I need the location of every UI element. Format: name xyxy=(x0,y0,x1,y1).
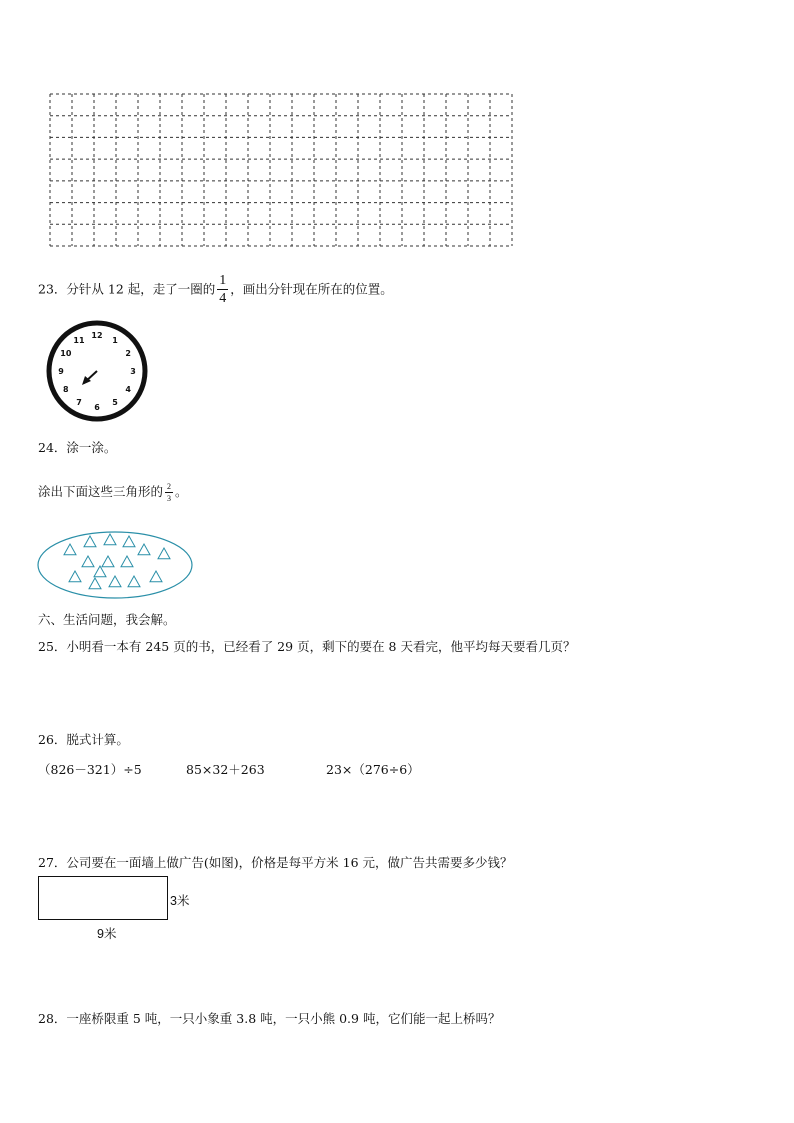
question-number: 26． xyxy=(38,732,67,747)
width-label: 9米 xyxy=(97,927,117,941)
clock-number: 7 xyxy=(76,398,82,408)
question-text: 公司要在一面墙上做广告(如图)，价格是每平方米 16 元，做广告共需要多少钱？ xyxy=(66,855,513,870)
triangle-shape xyxy=(82,556,94,567)
question-text-cont: ，画出分针现在所在的位置。 xyxy=(230,281,393,297)
clock-number: 11 xyxy=(73,335,85,345)
question-24 xyxy=(38,438,116,456)
question-25 xyxy=(38,637,575,655)
clock-number: 6 xyxy=(94,403,100,412)
question-number: 23． xyxy=(38,281,67,297)
dashed-writing-grid xyxy=(48,92,516,250)
question-text: 一座桥限重 5 吨，一只小象重 3.8 吨，一只小熊 0.9 吨，它们能一起上桥吗？ xyxy=(66,1011,501,1026)
clock-number: 1 xyxy=(112,335,118,345)
fraction-one-quarter: $\frac{1}{4}$ xyxy=(219,273,227,306)
clock-number: 3 xyxy=(130,367,136,376)
question-26 xyxy=(38,730,129,748)
calc-expression-2: 85×32＋263 xyxy=(186,762,265,777)
fraction-two-thirds: $\frac{2}{3}$ xyxy=(167,481,172,503)
calc-expression-3: 23×（276÷6） xyxy=(326,762,420,777)
triangle-shape xyxy=(64,544,76,555)
clock-number: 9 xyxy=(58,367,64,376)
triangle-shape xyxy=(121,556,133,567)
question-23 xyxy=(38,274,393,306)
calc-expression-1: （826－321）÷5 xyxy=(38,762,142,777)
question-text: 小明看一本有 245 页的书，已经看了 29 页，剩下的要在 8 天看完，他平均每天要看几页？ xyxy=(66,639,576,654)
question-number: 25． xyxy=(38,639,67,654)
clock-face xyxy=(44,318,150,424)
question-28 xyxy=(38,1009,500,1027)
triangle-shape xyxy=(128,576,140,587)
height-label: 3米 xyxy=(170,894,190,908)
question-number: 27． xyxy=(38,855,67,870)
clock-number: 4 xyxy=(125,385,131,394)
question-24-instruction: 涂出下面这些三角形的 $\frac{2}{3}$ 。 xyxy=(38,481,188,503)
question-number: 28． xyxy=(38,1011,67,1026)
question-27 xyxy=(38,853,513,871)
clock-number: 12 xyxy=(91,331,103,340)
triangle-shape xyxy=(102,556,114,567)
question-text: 分针从 12 起，走了一圈的 xyxy=(66,281,216,297)
triangle-shape xyxy=(104,534,116,545)
triangle-shape xyxy=(158,548,170,559)
triangle-shape xyxy=(138,544,150,555)
clock-number: 5 xyxy=(112,398,118,408)
triangle-shape xyxy=(109,576,121,587)
question-number: 24． xyxy=(38,440,67,455)
triangle-shape xyxy=(150,571,162,582)
triangle-ellipse xyxy=(36,528,196,602)
clock-number: 10 xyxy=(60,349,72,358)
triangle-shape xyxy=(94,566,106,577)
section-title: 六、生活问题，我会解。 xyxy=(38,612,176,627)
triangle-shape xyxy=(69,571,81,582)
question-title: 涂一涂。 xyxy=(66,440,117,455)
question-title: 脱式计算。 xyxy=(66,732,129,747)
ellipse-outline xyxy=(38,532,192,598)
ad-rectangle xyxy=(38,876,168,920)
clock-number: 2 xyxy=(125,349,131,358)
clock-number: 8 xyxy=(63,385,69,394)
triangle-shape xyxy=(89,578,101,589)
triangle-shape xyxy=(123,536,135,547)
triangle-shape xyxy=(84,536,96,547)
